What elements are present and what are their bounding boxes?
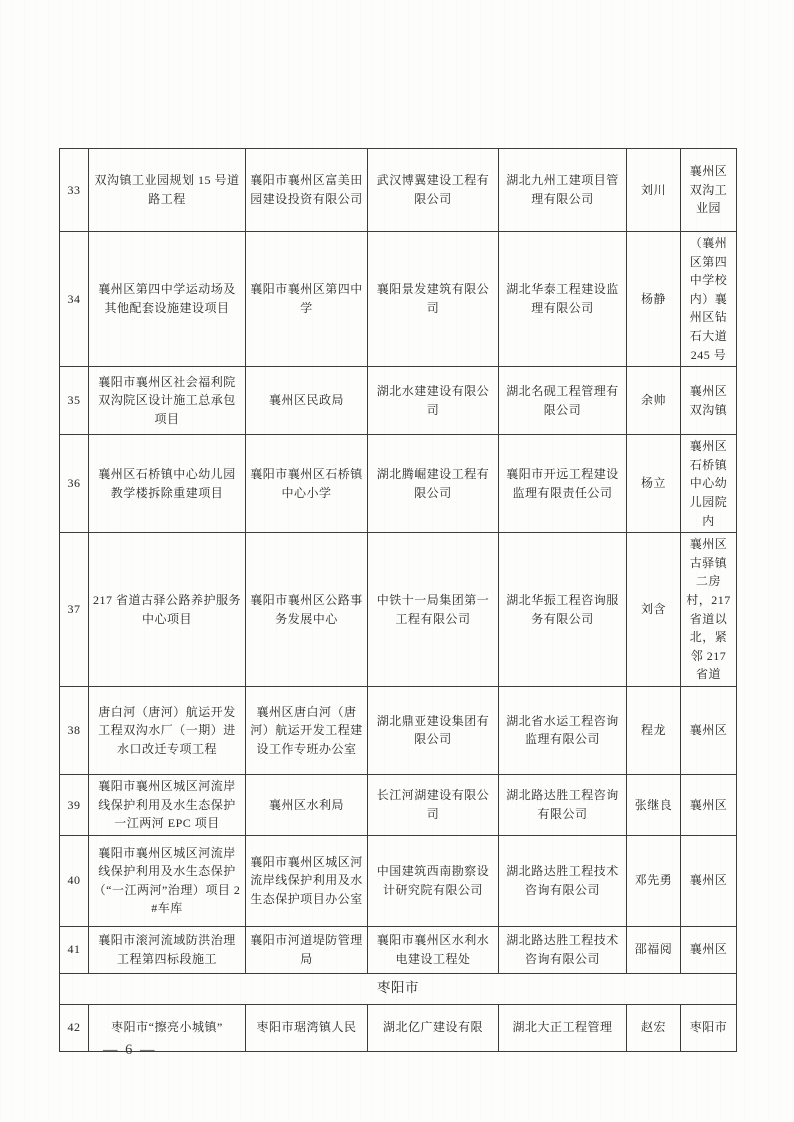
cell-supervision-unit: 襄阳市开远工程建设监理有限责任公司 (499, 435, 627, 533)
cell-person-name: 刘含 (627, 533, 681, 687)
cell-serial-number: 37 (60, 533, 89, 687)
cell-person-name: 赵宏 (627, 1004, 681, 1051)
cell-project-name: 枣阳市“擦亮小城镇” (89, 1004, 246, 1051)
cell-person-name: 程龙 (627, 686, 681, 774)
cell-project-name: 襄阳市襄州区社会福利院双沟院区设计施工总承包项目 (89, 367, 246, 435)
cell-project-name: 双沟镇工业园规划 15 号道路工程 (89, 149, 246, 232)
cell-serial-number: 36 (60, 435, 89, 533)
section-divider-row (60, 973, 737, 1004)
table-row (60, 232, 737, 367)
cell-location: 襄州区双沟工业园 (681, 149, 737, 232)
cell-construction-unit: 长江河湖建设有限公司 (368, 774, 499, 835)
cell-serial-number: 38 (60, 686, 89, 774)
cell-person-name: 邵福阅 (627, 926, 681, 973)
cell-project-name: 襄阳市滚河流域防洪治理工程第四标段施工 (89, 926, 246, 973)
cell-person-name: 张继良 (627, 774, 681, 835)
cell-construction-unit: 湖北腾崛建设工程有限公司 (368, 435, 499, 533)
cell-supervision-unit: 湖北路达胜工程咨询有限公司 (499, 774, 627, 835)
table-row (60, 835, 737, 926)
cell-serial-number: 35 (60, 367, 89, 435)
cell-location: 襄州区双沟镇 (681, 367, 737, 435)
cell-construction-unit: 湖北水建建设有限公司 (368, 367, 499, 435)
cell-owner-unit: 枣阳市琚湾镇人民 (246, 1004, 368, 1051)
cell-project-name: 襄州区第四中学运动场及其他配套设施建设项目 (89, 232, 246, 367)
cell-owner-unit: 襄州区唐白河（唐河）航运开发工程建设工作专班办公室 (246, 686, 368, 774)
cell-person-name: 杨静 (627, 232, 681, 367)
cell-person-name: 邓先勇 (627, 835, 681, 926)
cell-location: 襄州区 (681, 835, 737, 926)
cell-project-name: 襄州区石桥镇中心幼儿园教学楼拆除重建项目 (89, 435, 246, 533)
cell-owner-unit: 襄阳市襄州区第四中学 (246, 232, 368, 367)
cell-person-name: 杨立 (627, 435, 681, 533)
table-row (60, 533, 737, 687)
cell-project-name: 襄阳市襄州区城区河流岸线保护利用及水生态保护（“一江两河”治理）项目 2#车库 (89, 835, 246, 926)
cell-person-name: 余帅 (627, 367, 681, 435)
cell-location: 襄州区 (681, 686, 737, 774)
cell-project-name: 217 省道古驿公路养护服务中心项目 (89, 533, 246, 687)
cell-project-name: 襄阳市襄州区城区河流岸线保护利用及水生态保护一江两河 EPC 项目 (89, 774, 246, 835)
cell-person-name: 刘川 (627, 149, 681, 232)
section-divider-label: 枣阳市 (60, 973, 737, 1004)
cell-supervision-unit: 湖北华泰工程建设监理有限公司 (499, 232, 627, 367)
cell-serial-number: 40 (60, 835, 89, 926)
cell-serial-number: 39 (60, 774, 89, 835)
page-number: — 6 — (103, 1042, 157, 1058)
cell-project-name: 唐白河（唐河）航运开发工程双沟水厂（一期）进水口改迁专项工程 (89, 686, 246, 774)
cell-construction-unit: 湖北鼎亚建设集团有限公司 (368, 686, 499, 774)
cell-location: 枣阳市 (681, 1004, 737, 1051)
cell-owner-unit: 襄州区水利局 (246, 774, 368, 835)
cell-supervision-unit: 湖北华振工程咨询服务有限公司 (499, 533, 627, 687)
cell-supervision-unit: 湖北大正工程管理 (499, 1004, 627, 1051)
projects-table-body (60, 149, 737, 1052)
cell-owner-unit: 襄阳市襄州区城区河流岸线保护利用及水生态保护项目办公室 (246, 835, 368, 926)
cell-location: 襄州区古驿镇二房村，217 省道以北，紧邻 217 省道 (681, 533, 737, 687)
table-row (60, 435, 737, 533)
cell-construction-unit: 襄阳景发建筑有限公司 (368, 232, 499, 367)
cell-serial-number: 41 (60, 926, 89, 973)
table-row (60, 686, 737, 774)
cell-construction-unit: 襄阳市襄州区水利水电建设工程处 (368, 926, 499, 973)
cell-construction-unit: 武汉博翼建设工程有限公司 (368, 149, 499, 232)
cell-location: 襄州区 (681, 926, 737, 973)
cell-owner-unit: 襄州区民政局 (246, 367, 368, 435)
table-row (60, 149, 737, 232)
cell-location: 襄州区 (681, 774, 737, 835)
cell-construction-unit: 中国建筑西南勘察设计研究院有限公司 (368, 835, 499, 926)
table-row (60, 774, 737, 835)
cell-owner-unit: 襄阳市襄州区石桥镇中心小学 (246, 435, 368, 533)
projects-table (59, 148, 737, 1052)
cell-owner-unit: 襄阳市襄州区公路事务发展中心 (246, 533, 368, 687)
cell-owner-unit: 襄阳市襄州区富美田园建设投资有限公司 (246, 149, 368, 232)
cell-serial-number: 33 (60, 149, 89, 232)
cell-supervision-unit: 湖北路达胜工程技术咨询有限公司 (499, 926, 627, 973)
cell-serial-number: 34 (60, 232, 89, 367)
table-row (60, 926, 737, 973)
cell-supervision-unit: 湖北省水运工程咨询监理有限公司 (499, 686, 627, 774)
cell-construction-unit: 中铁十一局集团第一工程有限公司 (368, 533, 499, 687)
cell-supervision-unit: 湖北九州工建项目管理有限公司 (499, 149, 627, 232)
table-row (60, 367, 737, 435)
cell-owner-unit: 襄阳市河道堤防管理局 (246, 926, 368, 973)
cell-supervision-unit: 湖北路达胜工程技术咨询有限公司 (499, 835, 627, 926)
cell-location: 襄州区石桥镇中心幼儿园院内 (681, 435, 737, 533)
cell-construction-unit: 湖北亿广建设有限 (368, 1004, 499, 1051)
table-row (60, 1004, 737, 1051)
cell-supervision-unit: 湖北名砚工程管理有限公司 (499, 367, 627, 435)
cell-location: （襄州区第四中学校内）襄州区钻石大道 245 号 (681, 232, 737, 367)
cell-serial-number: 42 (60, 1004, 89, 1051)
